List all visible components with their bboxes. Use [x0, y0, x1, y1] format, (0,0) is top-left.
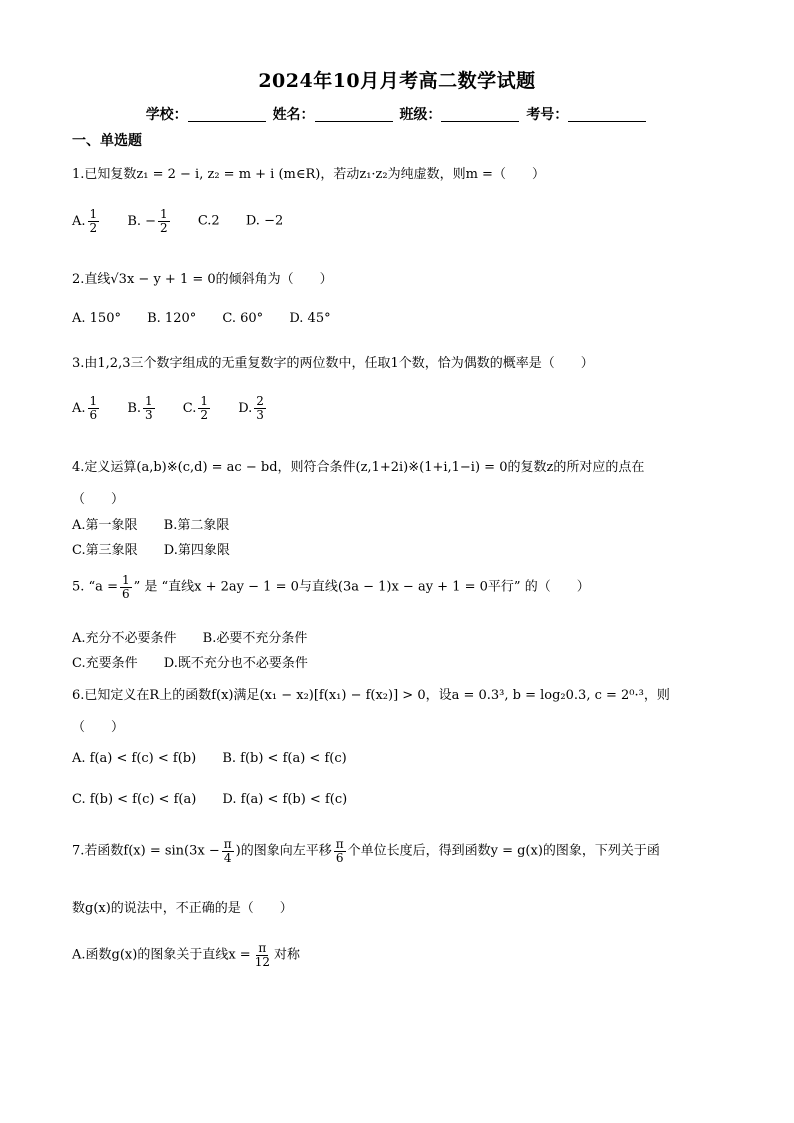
q5-option-b: B.必要不充分条件 [202, 631, 308, 646]
q7-option-a: A.函数g(x)的图象关于直线x = $\frac{\pi}{12}$ 对称 [72, 941, 300, 969]
name-blank[interactable] [315, 107, 393, 122]
school-label: 学校： [145, 107, 188, 123]
question-3-stem: 3.由1,2,3三个数字组成的无重复数字的两位数中，任取1个数，恰为偶数的概率是（ ） [72, 356, 594, 371]
question-5-options-row2 [72, 652, 308, 671]
student-info-line [0, 104, 794, 124]
name-label: 姓名： [272, 107, 315, 123]
question-6-paren: （ ） [72, 720, 125, 735]
class-label: 班级： [399, 107, 442, 123]
q1-option-c: C.2 [197, 213, 220, 229]
q1-option-b: B. − $\frac{1}{2}$ [127, 207, 168, 235]
question-3-options [72, 395, 268, 421]
question-7-stem-line2: 数g(x)的说法中，不正确的是（ ） [72, 901, 293, 916]
q1-option-d: D. −2 [245, 213, 284, 229]
question-1-stem: 1.已知复数z₁ = 2 − i, z₂ = m + i (m∈R)，若动z₁·z₂为纯虚数，则m =（ ） [72, 167, 545, 182]
exam-no-blank[interactable] [568, 107, 646, 122]
question-5-stem: 5. “a = $\frac{1}{6}$ ” 是 “直线x + 2ay − 1 = 0与直线(3a − 1)x − ay + 1 = 0平行” 的（ ） [72, 573, 590, 601]
q1-option-a: A. $\frac{1}{2}$ [72, 207, 98, 235]
question-7-stem: 7.若函数f(x) = sin(3x − $\frac{\pi}{4}$ )的图象向左平移 $\frac{\pi}{6}$ 个单位长度后，得到函数y = g(x)的图象，下列关于函 [72, 837, 660, 865]
question-5-options-row1 [72, 627, 307, 646]
question-4-paren: （ ） [72, 492, 125, 507]
q2-option-d: D. 45° [289, 311, 331, 326]
page-title: 2024年10月月考高二数学试题 [258, 70, 536, 92]
question-6-options-row2 [72, 792, 347, 807]
q3-option-a: A. $\frac{1}{6}$ [72, 394, 98, 422]
q4-option-c: C.第三象限 [72, 543, 138, 558]
q5-option-d: D.既不充分也不必要条件 [163, 656, 308, 671]
section-title: 一、单选题 [72, 133, 142, 149]
question-4-options-row1 [72, 514, 229, 533]
question-6-stem: 6.已知定义在R上的函数f(x)满足(x₁ − x₂)[f(x₁) − f(x₂)] > 0，设a = 0.3³, b = log₂0.3, c = 2⁰·³，则 [72, 688, 670, 703]
question-4-options-row2 [72, 539, 230, 558]
school-blank[interactable] [188, 107, 266, 122]
q2-option-b: B. 120° [147, 311, 197, 326]
q6-option-c: C. f(b) < f(c) < f(a) [72, 792, 197, 807]
question-1-options [72, 208, 283, 234]
q4-option-b: B.第二象限 [163, 518, 230, 533]
q4-option-a: A.第一象限 [72, 518, 138, 533]
q6-option-d: D. f(a) < f(b) < f(c) [222, 792, 348, 807]
question-2-options [72, 311, 331, 326]
q6-option-a: A. f(a) < f(c) < f(b) [72, 751, 197, 766]
q2-option-c: C. 60° [222, 311, 264, 326]
q3-option-c: C. $\frac{1}{2}$ [182, 394, 209, 422]
q3-option-d: D. $\frac{2}{3}$ [238, 394, 264, 422]
question-2-stem: 2.直线√3x − y + 1 = 0的倾斜角为（ ） [72, 272, 333, 287]
q5-option-c: C.充要条件 [72, 656, 138, 671]
class-blank[interactable] [441, 107, 519, 122]
q3-option-b: B. $\frac{1}{3}$ [127, 394, 153, 422]
q4-option-d: D.第四象限 [163, 543, 230, 558]
question-6-options-row1 [72, 751, 347, 766]
q6-option-b: B. f(b) < f(a) < f(c) [222, 751, 347, 766]
question-4-stem: 4.定义运算(a,b)※(c,d) = ac − bd，则符合条件(z,1+2i)※(1+i,1−i) = 0的复数z的所对应的点在 [72, 460, 645, 475]
exam-no-label: 考号： [526, 107, 569, 123]
q2-option-a: A. 150° [72, 311, 121, 326]
q5-option-a: A.充分不必要条件 [72, 631, 177, 646]
